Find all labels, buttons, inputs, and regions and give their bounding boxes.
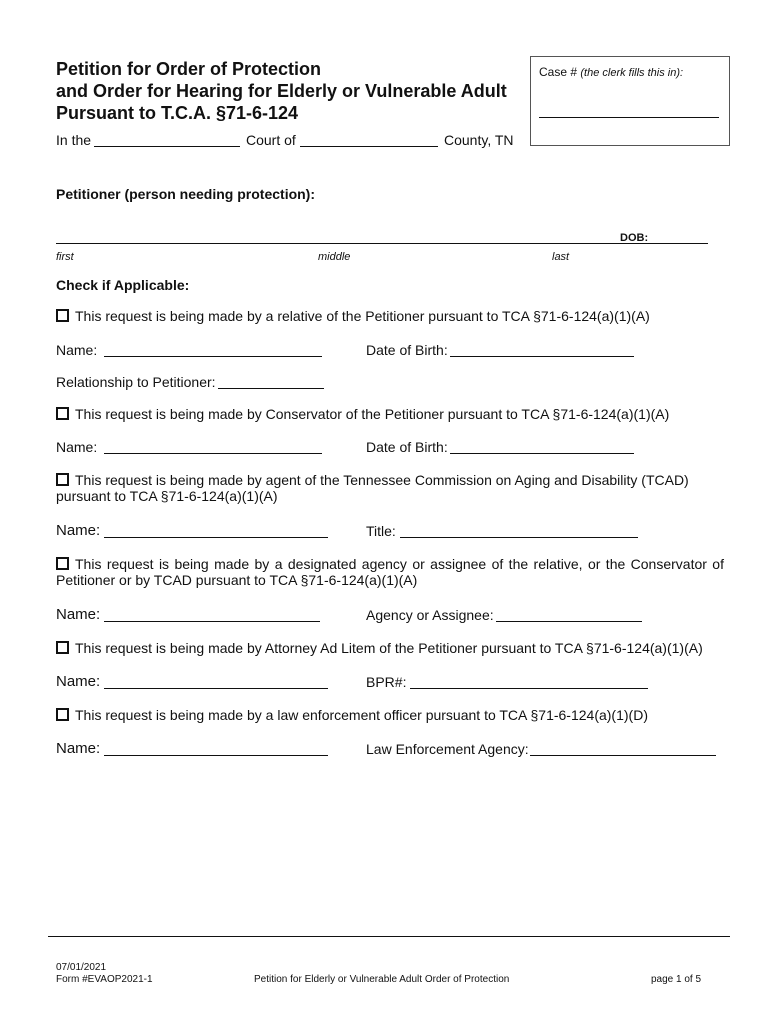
footer-date: 07/01/2021 xyxy=(56,962,107,973)
agency-name-field[interactable] xyxy=(104,621,320,622)
last-label: last xyxy=(552,251,570,263)
middle-label: middle xyxy=(318,251,351,263)
agency-name-label: Name: xyxy=(56,606,101,623)
bpr-field[interactable] xyxy=(410,688,648,689)
check-applicable-heading: Check if Applicable: xyxy=(56,277,190,293)
conservator-dob-field[interactable] xyxy=(450,453,634,454)
law-agency-field[interactable] xyxy=(530,755,716,756)
relative-name-label: Name: xyxy=(56,342,98,358)
title-line-2: and Order for Hearing for Elderly or Vulnerable Adult xyxy=(56,81,507,101)
tcad-checkbox[interactable] xyxy=(56,473,69,486)
footer-title: Petition for Elderly or Vulnerable Adult Order of Protection xyxy=(254,974,510,985)
footer-page-number: page 1 of 5 xyxy=(651,974,702,985)
petitioner-name-field[interactable] xyxy=(56,243,486,244)
agency-option: This request is being made by a designated agency or assignee of the relative, or the Conservator of Petitioner or by TCAD pursuant to TCA §71-6-124(a)(1)(A) xyxy=(56,556,724,588)
footer-left xyxy=(56,962,153,986)
attorney-name-field[interactable] xyxy=(104,688,328,689)
petitioner-heading: Petitioner (person needing protection): xyxy=(56,186,316,202)
law-name-field[interactable] xyxy=(104,755,328,756)
relative-option: This request is being made by a relative of the Petitioner pursuant to TCA §71-6-124(a)(1)(A) xyxy=(56,308,650,324)
attorney-name-label: Name: xyxy=(56,673,101,690)
footer-divider xyxy=(48,936,730,937)
agency-assignee-field[interactable] xyxy=(496,621,642,622)
conservator-option: This request is being made by Conservator of the Petitioner pursuant to TCA §71-6-124(a)(1)(A) xyxy=(56,406,669,422)
tcad-option: This request is being made by agent of the Tennessee Commission on Aging and Disability (TCAD) pursuant to TCA §71-6-124(a)(1)(A) xyxy=(56,472,689,504)
tcad-title-label: Title: xyxy=(366,523,396,539)
conservator-name-field[interactable] xyxy=(104,453,322,454)
relative-name-field[interactable] xyxy=(104,356,322,357)
case-number-field[interactable] xyxy=(539,117,719,118)
conservator-checkbox[interactable] xyxy=(56,407,69,420)
law-option: This request is being made by a law enforcement officer pursuant to TCA §71-6-124(a)(1)(D) xyxy=(56,707,648,723)
title-line-3: Pursuant to T.C.A. §71-6-124 xyxy=(56,103,299,123)
tcad-name-label: Name: xyxy=(56,522,101,539)
relative-dob-label: Date of Birth: xyxy=(366,342,448,358)
court-prefix: In the xyxy=(56,132,92,148)
relationship-field[interactable] xyxy=(218,388,324,389)
court-name-field[interactable] xyxy=(94,146,240,147)
attorney-checkbox[interactable] xyxy=(56,641,69,654)
relative-checkbox[interactable] xyxy=(56,309,69,322)
tcad-name-field[interactable] xyxy=(104,537,328,538)
court-middle: Court of xyxy=(246,132,296,148)
conservator-name-label: Name: xyxy=(56,439,98,455)
tcad-title-field[interactable] xyxy=(400,537,638,538)
conservator-dob-label: Date of Birth: xyxy=(366,439,448,455)
county-field[interactable] xyxy=(300,146,438,147)
dob-label: DOB: xyxy=(620,232,649,244)
court-suffix: County, TN xyxy=(444,132,514,148)
agency-assignee-label: Agency or Assignee: xyxy=(366,607,494,623)
relationship-label: Relationship to Petitioner: xyxy=(56,374,216,390)
agency-checkbox[interactable] xyxy=(56,557,69,570)
bpr-label: BPR#: xyxy=(366,674,407,690)
case-number-label: Case # (the clerk fills this in): xyxy=(539,65,684,79)
attorney-option: This request is being made by Attorney Ad Litem of the Petitioner pursuant to TCA §71-6-124(a)(1)(A) xyxy=(56,640,703,656)
relative-dob-field[interactable] xyxy=(450,356,634,357)
first-label: first xyxy=(56,251,74,263)
page-title xyxy=(56,58,507,124)
petitioner-dob-field[interactable] xyxy=(486,243,708,244)
law-agency-label: Law Enforcement Agency: xyxy=(366,741,529,757)
law-name-label: Name: xyxy=(56,740,101,757)
case-number-box xyxy=(530,56,730,146)
footer-form-number: Form #EVAOP2021-1 xyxy=(56,974,153,985)
title-line-1: Petition for Order of Protection xyxy=(56,59,322,79)
law-checkbox[interactable] xyxy=(56,708,69,721)
